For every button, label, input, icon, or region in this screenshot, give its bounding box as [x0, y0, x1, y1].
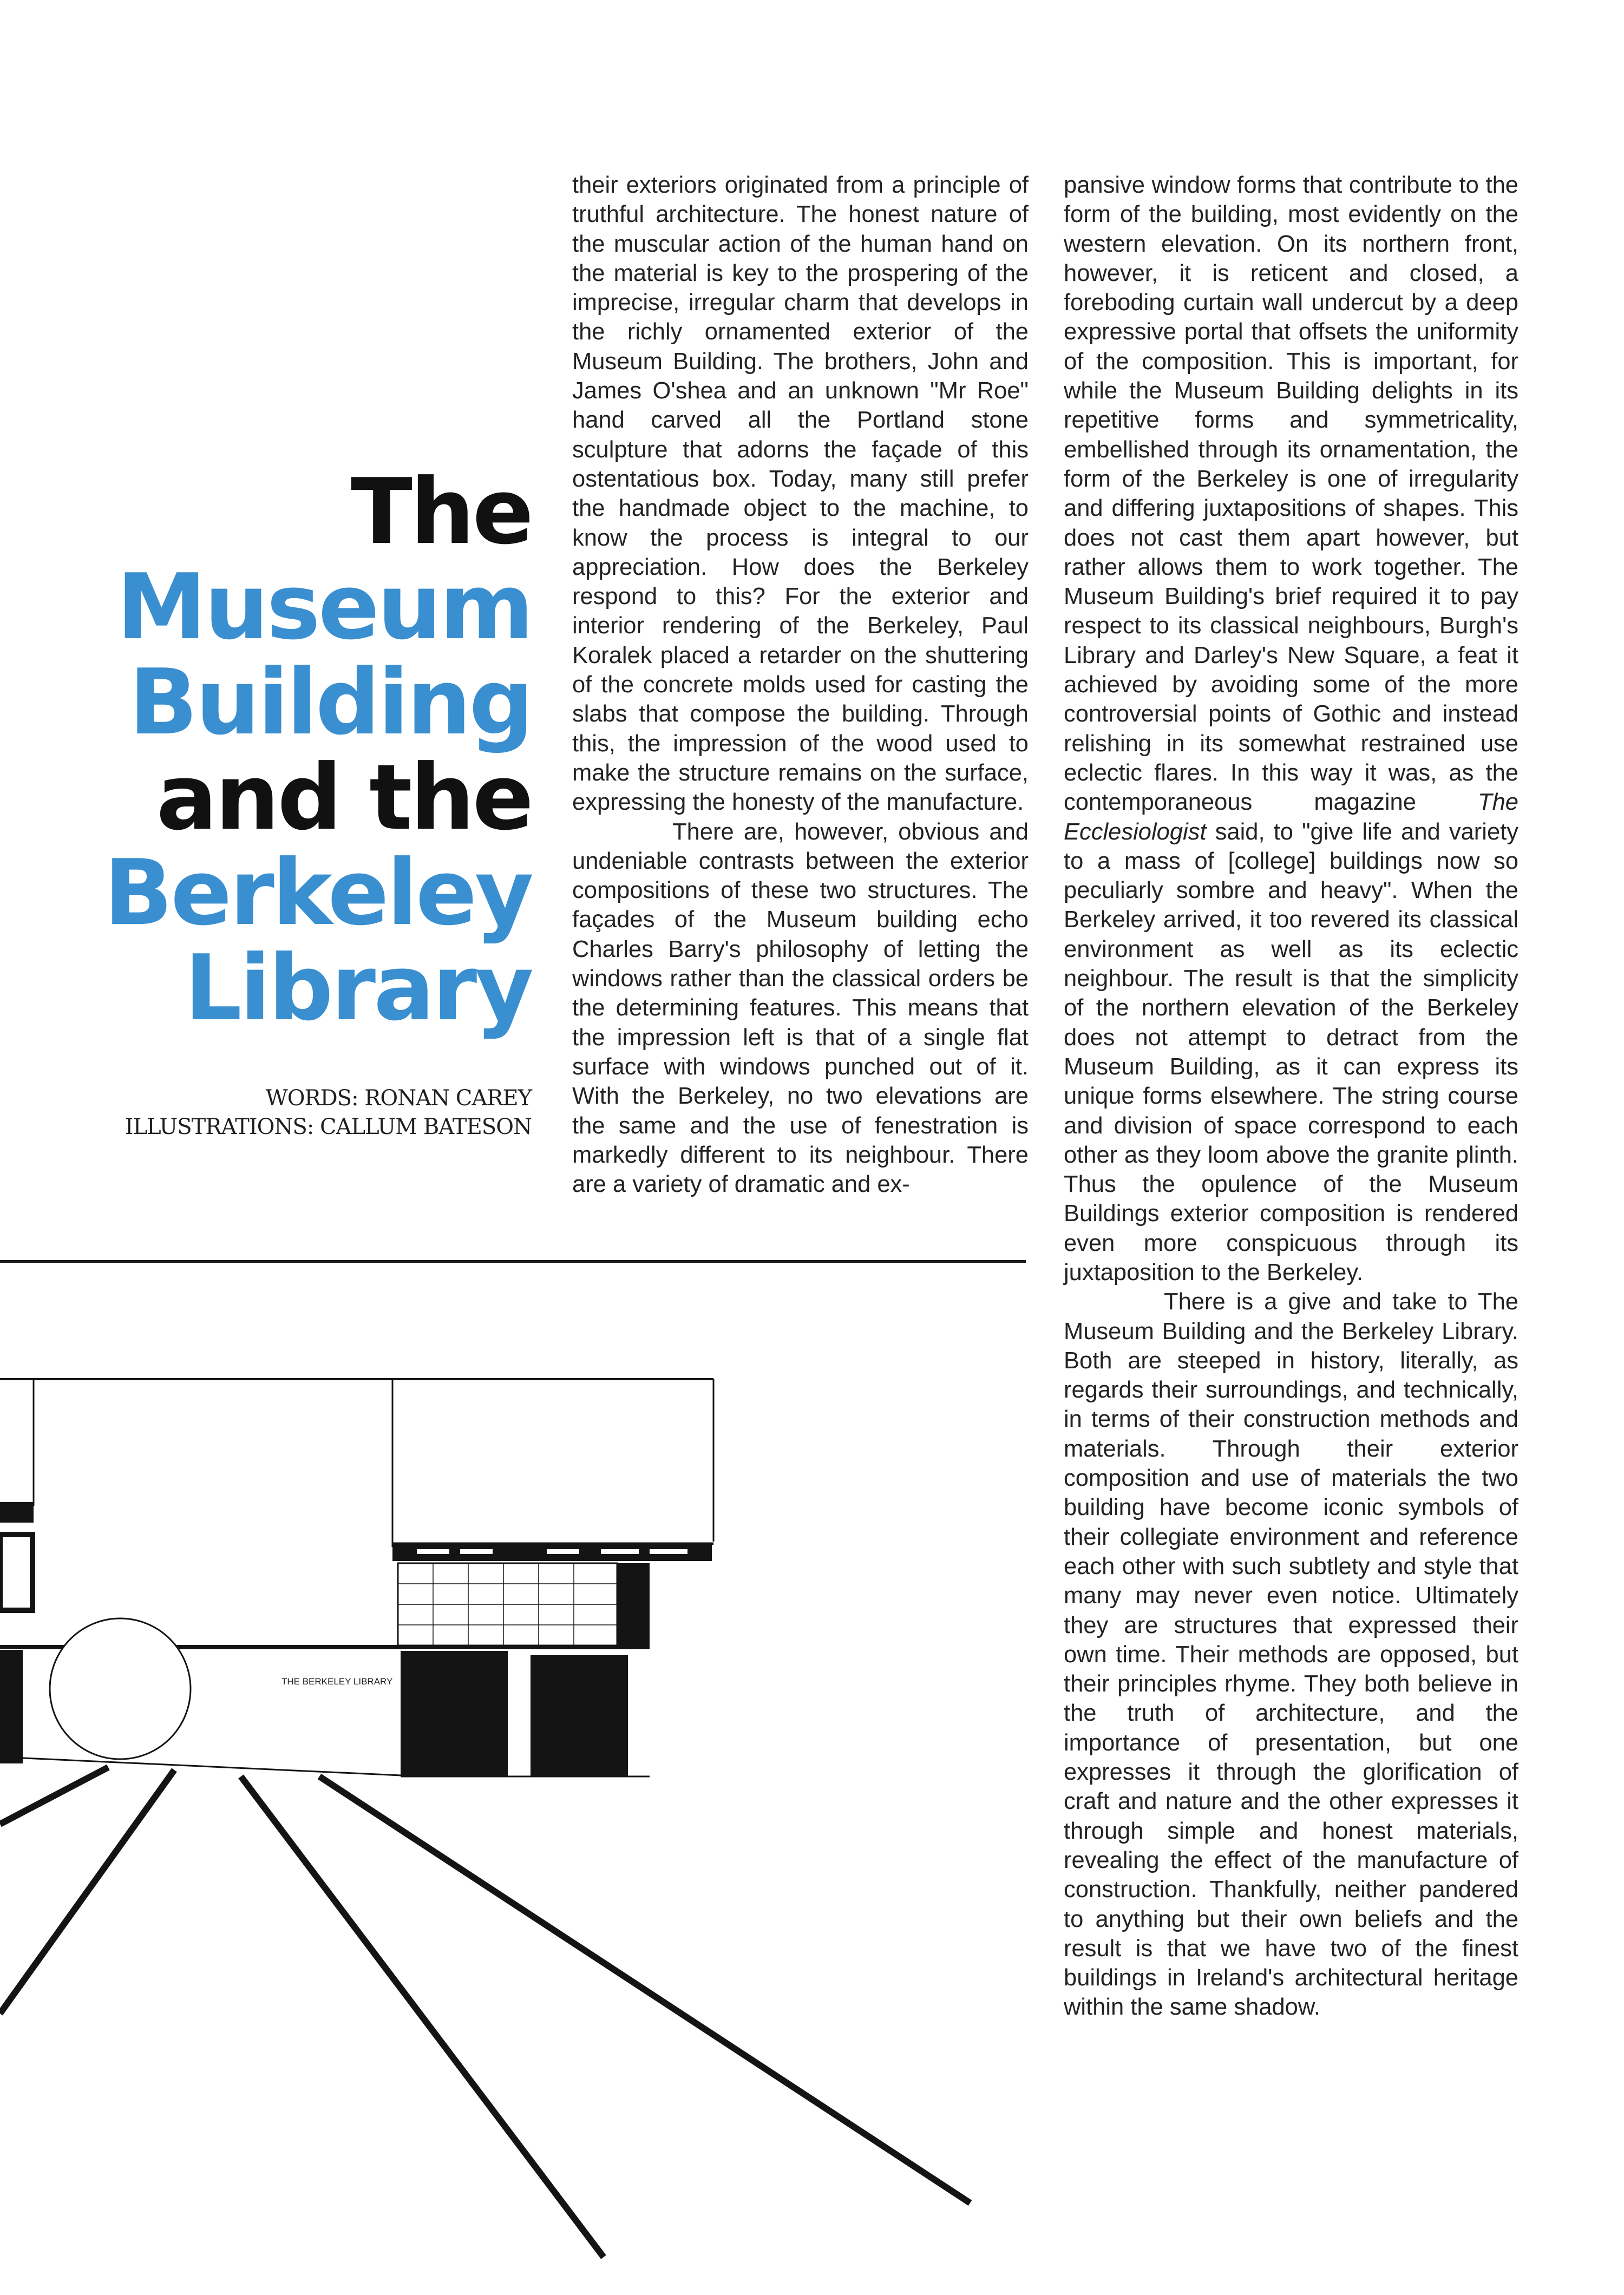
paragraph-3: [1064, 171, 1518, 1287]
paragraph-3-part-1: pansive window forms that contribute to the form of the building, most evidently on the western elevation. On its northern front, however, it is reticent and closed, a foreboding curtain wall undercut by a deep expressive portal that offsets the uniformity of the composition. This is important, for while the Museum Building delights in its repetitive forms and symmetricality, embellished through its ornamentation, the form of the Berkeley is one of irregularity and differing juxtapositions of shapes. This does not cast them apart however, but rather allows them to work together. The Museum Building's brief required it to pay respect to its classical neighbours, Burgh's Library and Darley's New Square, a feat it achieved by avoiding some of the more controversial points of Gothic and instead relishing in its somewhat restrained use eclectic flares. In this way it was, as the contemporaneous magazine: [1064, 172, 1518, 816]
illustrations-credit: ILLUSTRATIONS: CALLUM BATESON: [125, 1114, 532, 1139]
article-title: [44, 460, 532, 1041]
building-drawing: [0, 1379, 970, 2257]
title-line-5: Berkeley: [103, 841, 532, 946]
byline: [44, 1084, 532, 1142]
title-line-3: Building: [129, 650, 532, 755]
title-line-4: and the: [156, 745, 532, 850]
title-line-2: Museum: [116, 555, 532, 660]
title-line-1: The: [350, 460, 532, 565]
words-credit: WORDS: RONAN CAREY: [265, 1086, 532, 1111]
section-divider: [0, 1260, 1026, 1263]
building-sign: THE BERKELEY LIBRARY: [281, 1676, 393, 1687]
paragraph-1: their exteriors originated from a principle of truthful architecture. The honest nature of the muscular action of the human hand on the material is key to the prospering of the imprecise, irregular charm that develops in the richly ornamented exterior of the Museum Building. The brothers, John and James O'shea and an unknown "Mr Roe" hand carved all the Portland stone sculpture that adorns the façade of this ostentatious box. Today, many still prefer the handmade object to the machine, to know the process is integral to our appreciation. How does the Berkeley respond to this? For the exterior and interior rendering of the Berkeley, Paul Koralek placed a retarder on the shuttering of the concrete molds used for casting the slabs that compose the building. Through this, the impression of the wood used to make the structure remains on the surface, expressing the honesty of the manufacture.: [572, 172, 1029, 816]
paragraph-3-part-2: said, to "give life and variety to a mass of [college] buildings now so peculiarly sombre and heavy". When the Berkeley arrived, it too revered its classical environment as well as its eclectic neighbour. The result is that the simplicity of the northern elevation of the Berkeley does not attempt to detract from the Museum Building, as it can express its unique forms elsewhere. The string course and division of space correspond to each other as they loom above the granite plinth. Thus the opulence of the Museum Buildings exterior composition is rendered even more conspicuous through its juxtaposition to the Berkeley.: [1064, 818, 1518, 1286]
paragraph-4: There is a give and take to The Museum Building and the Berkeley Library. Both are steeped in history, literally, as regards their surroundings, and technically, in terms of their construction methods and materials. Through their exterior composition and use of materials the two building have become iconic symbols of their collegiate environment and reference each other with such subtlety and style that many may never even notice. Ultimately they are structures that expressed their own time. Their methods are opposed, but their principles rhyme. They both believe in the truth of architecture, and the importance of presentation, but one expresses it through the glorification of craft and nature and the other expresses it through simple and honest materials, revealing the effect of the manufacture of construction. Thankfully, neither pandered to anything but their own beliefs and the result is that we have two of the finest buildings in Ireland's architectural heritage within the same shadow.: [1064, 1289, 1518, 2021]
text-column-1: [572, 171, 1029, 1199]
paragraph-2: There are, however, obvious and undeniable contrasts between the exterior compositions of these two structures. The façades of the Museum building echo Charles Barry's philosophy of letting the windows rather than the classical orders be the determining features. This means that the impression left is that of a single flat surface with windows punched out of it. With the Berkeley, no two elevations are the same and the use of fenestration is markedly different to its neighbour. There are a variety of dramatic and ex-: [572, 818, 1029, 1198]
berkeley-library-illustration: [0, 1353, 1029, 2273]
title-line-6: Library: [184, 936, 532, 1041]
text-column-2: [1064, 171, 1518, 2022]
magazine-title: The Ecclesiologist: [1064, 789, 1518, 845]
